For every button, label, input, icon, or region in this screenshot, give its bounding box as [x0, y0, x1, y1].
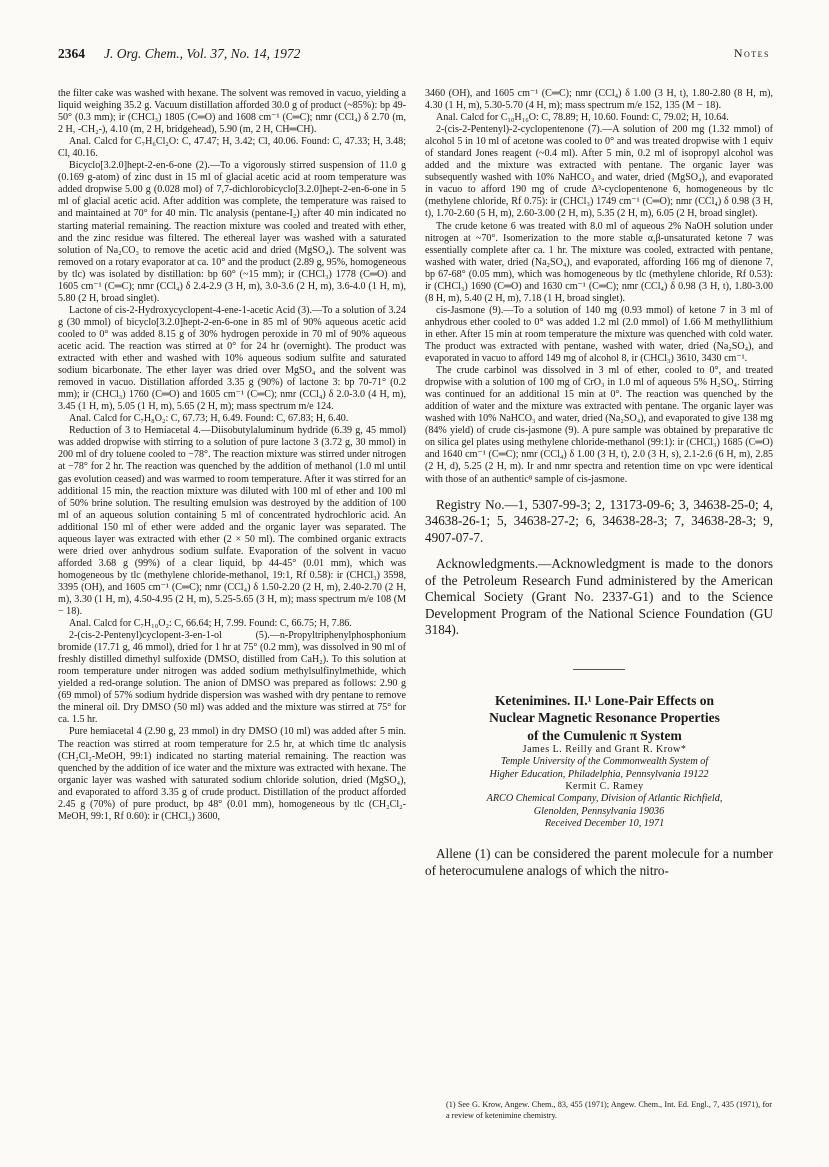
journal-reference: J. Org. Chem., Vol. 37, No. 14, 1972 — [104, 46, 301, 61]
paragraph: The crude ketone 6 was treated with 8.0 ml of aqueous 2% NaOH solution under nitrogen at ~70°. Isomerization to the more stable α,β-unsaturated ketone 7 was essentially complete after ca. 1 hr. The mixture was cooled, extracted with pentane, washed with water, dried (Na₂SO₄), and evaporated, affording 166 mg of dienone 7, bp 67-68° (0.05 mm), which was homogeneous by tlc (methylene chloride, Rf 0.53): ir (CHCl₃) 1690 (C═O) and 1630 cm⁻¹ (C═C); nmr (CCl₄) δ 0.98 (3 H, t), 1.80-3.00 (8 H, m), 5.40 (2 H, m), 7.18 (1 H, broad singlet). — [425, 220, 773, 304]
paragraph: Anal. Calcd for C₇H₁₀O₂: C, 66.64; H, 7.99. Found: C, 66.75; H, 7.86. — [69, 618, 352, 630]
paragraph: Anal. Calcd for C₇H₆Cl₂O: C, 47.47; H, 3.42; Cl, 40.06. Found: C, 47.33; H, 3.48; Cl, 40.16. — [58, 136, 406, 160]
paragraph: Anal. Calcd for C₇H₈O₂: C, 67.73; H, 6.49. Found: C, 67.83; H, 6.40. — [69, 413, 349, 425]
page-number: 2364 — [58, 46, 85, 61]
acknowledgments: Acknowledgments.—Acknowledgment is made to the donors of the Petroleum Research Fund administered by the American Chemical Society (Grant No. 2337-G1) and to the Science Development Program of the National Science Foundation (GU 3184). — [425, 556, 773, 638]
paragraph: Anal. Calcd for C₁₀H₁₆O: C, 78.89; H, 10.60. Found: C, 79.02; H, 10.64. — [436, 112, 729, 124]
section-label: Notes — [733, 46, 770, 60]
affiliation — [425, 793, 773, 818]
affiliation — [425, 756, 773, 781]
registry-numbers: Registry No.—1, 5307-99-3; 2, 13173-09-6; 3, 34638-25-0; 4, 34638-26-1; 5, 34638-27-2; 6, 34638-28-3; 7, 34638-28-3; 9, 4907-07-7. — [425, 496, 773, 545]
left-column — [58, 88, 406, 823]
paragraph: Lactone of cis-2-Hydroxycyclopent-4-ene-1-acetic Acid (3).—To a solution of 3.24 g (30 mmol) of bicyclo[3.2.0]hept-2-en-6-one in 85 ml of 90% aqueous acetic acid cooled to 0° was added 8.15 g of 30% hydrogen peroxide in 70 ml of 90% aqueous acetic acid. The reaction was stirred at 0° for 24 hr (overnight). The product was extracted with ether and washed with 10% aqueous sodium sulfite and saturated sodium bicarbonate. The ether layer was dried over MgSO₄ and the solvent was removed in vacuo. Distillation afforded 3.35 g (90%) of lactone 3: bp 70-71° (0.2 mm); ir (CHCl₃) 1760 (C═O) and 1605 cm⁻¹ (C═C); nmr (CCl₄) δ 2.0-3.0 (4 H, m), 3.45 (1 H, m), 5.05 (1 H, m), 5.65 (2 H, m); mass spectrum m/e 124. — [58, 304, 406, 413]
affiliation-line: Higher Education, Philadelphia, Pennsylvania 19122 — [489, 768, 709, 780]
paragraph: Reduction of 3 to Hemiacetal 4.—Diisobutylaluminum hydride (6.39 g, 45 mmol) was added dropwise with stirring to a solution of pure lactone 3 (3.72 g, 30 mmol) in 200 ml of dry toluene cooled to −78°. The reaction mixture was stirred under nitrogen at −78° for 2 hr. The reaction was quenched by the addition of methanol (1.0 ml until gas evolution ceased) and was warmed to room temperature. After it was stirred for an additional 15 min, the reaction mixture was diluted with 100 ml of ether and 100 ml of 50% brine solution. The resulting emulsion was destroyed by the addition of 100 ml of an aqueous solution containing 5 ml of concentrated hydrochloric acid. An additional 150 ml of ether were added and the organic layer was separated. The aqueous layer was extracted with ether (2 × 50 ml). The combined organic extracts were dried over anhydrous sodium sulfate. Evaporation of the solvent in vacuo afforded 3.68 g (99%) of a clear liquid, bp 44-45° (0.01 mm), which was homogeneous by tlc (methylene chloride-methanol, 19:1, Rf 0.58): ir (CHCl₃) 3598, 3395 (OH), and 1605 cm⁻¹ (C═C); nmr (CCl₄) δ 1.50-2.20 (2 H, m), 2.40-2.70 (2 H, m), 3.30 (1 H, m), 4.50-4.95 (2 H, m), 5.25-5.65 (3 H, m); mass spectrum m/e 108 (M − 18). — [58, 425, 406, 618]
intro-paragraph: Allene (1) can be considered the parent molecule for a number of heterocumulene analogs of which the nitro- — [425, 846, 773, 878]
authors: Kermit C. Ramey — [565, 781, 644, 793]
section-divider — [573, 669, 625, 670]
paragraph: the filter cake was washed with hexane. The solvent was removed in vacuo, yielding a liquid weighing 35.2 g. Vacuum distillation afforded 30.0 g of product (~85%): bp 49-50° (0.3 mm); ir (CHCl₃) 1805 (C═O) and 1608 cm⁻¹ (C═C); nmr (CCl₄) δ 2.70 (m, 2 H, -CH₂-), 4.10 (m, 2 H, bridgehead), 5.90 (m, 2 H, CH═CH). — [58, 88, 406, 136]
paragraph: 3460 (OH), and 1605 cm⁻¹ (C═C); nmr (CCl₄) δ 1.00 (3 H, t), 1.80-2.80 (8 H, m), 4.30 (1 H, m), 5.30-5.70 (4 H, m); mass spectrum m/e 152, 135 (M − 18). — [425, 88, 773, 112]
paragraph: cis-Jasmone (9).—To a solution of 140 mg (0.93 mmol) of ketone 7 in 3 ml of anhydrous ether cooled to 0° was added 1.2 ml (2.0 mmol) of 1.66 M methyllithium in ether. After 15 min at room temperature the mixture was quenched with cold water. The product was extracted with pentane, washed with water, dried (Na₂SO₄), and evaporated in vacuo to afford 149 mg of alcohol 8, ir (CHCl₃) 3610, 3430 cm⁻¹. — [425, 304, 773, 365]
paragraph: Pure hemiacetal 4 (2.90 g, 23 mmol) in dry DMSO (10 ml) was added after 5 min. The reaction was stirred at room temperature for 2.5 hr, at which time tlc analysis (CH₂Cl₂-MeOH, 99:1) indicated no starting material remaining. The reaction was quenched by the addition of ice water and the mixture was extracted with hexane. The organic layer was washed with saturated sodium chloride solution, dried (MgSO₄), and evaporated to afford 3.35 g of crude product. Distillation of the product afforded 2.45 g (70%) of pure product, bp 48° (0.01 mm), homogeneous by tlc (CH₂Cl₂-MeOH, 99:1, Rf 0.60): ir (CHCl₃) 3600, — [58, 726, 406, 822]
paragraph: The crude carbinol was dissolved in 3 ml of ether, cooled to 0°, and treated dropwise with a solution of 100 mg of CrO₃ in 1.0 ml of aqueous 5% H₂SO₄. Stirring was continued for an additional 15 min at 0°. The reaction was quenched by the addition of water and the mixture was extracted with pentane. The organic layer was washed with 10% NaHCO₃ and water, dried (Na₂SO₄), and evaporated to give 138 mg (84% yield) of crude cis-jasmone (9). A pure sample was obtained by preparative tlc on silica gel plates using methylene chloride-methanol (99:1): ir (CHCl₃) 1685 (C═O) and 1640 cm⁻¹ (C═C); nmr (CCl₄) δ 1.00 (3 H, t), 2.0 (3 H, s), 2.1-2.6 (6 H, m), 2.85 (2 H, d), 5.25 (2 H, m). Ir and nmr spectra and retention time on vpc were identical with those of an authentic⁸ sample of cis-jasmone. — [425, 365, 773, 485]
received-date: Received December 10, 1971 — [544, 818, 665, 830]
article-title-line: Ketenimines. II.¹ Lone-Pair Effects on — [494, 692, 715, 708]
affiliation-line: Glenolden, Pennsylvania 19036 — [533, 805, 665, 817]
article-title-line: of the Cumulenic π System — [527, 727, 682, 743]
paragraph: Bicyclo[3.2.0]hept-2-en-6-one (2).—To a vigorously stirred suspension of 11.0 g (0.169 g-atom) of zinc dust in 15 ml of glacial acetic acid at room temperature was added dropwise 5.00 g (0.028 mol) of 7,7-dichlorobicyclo[3.2.0]hept-2-en-6-one in 5 ml of glacial acetic acid. After addition was complete, the temperature was raised to and maintained at 70° for 40 min. Tlc analysis (pentane-I₂) after 40 min indicated no starting material remaining. The reaction mixture was cooled and treated with ether, and the zinc residue was filtered. The ethereal layer was washed with a saturated solution of Na₂CO₃ to remove the acetic acid and dried (MgSO₄). The solvent was removed on a rotary evaporator at ca. 10° and the product (2.89 g, 95%, homogeneous by tlc) was isolated by distillation: bp 60° (~15 mm); ir (CHCl₃) 1778 (C═O) and 1605 cm⁻¹ (C═C); nmr (CCl₄) δ 2.4-2.9 (3 H, m), 3.0-3.6 (2 H, m), 3.6-4.0 (1 H, m), 5.80 (2 H, broad singlet). — [58, 160, 406, 304]
paragraph: 2-(cis-2-Pentenyl)cyclopent-3-en-1-ol (5).—n-Propyltriphenylphosphonium bromide (17.71 g, 46 mmol), dried for 1 hr at 75° (0.2 mm), was dissolved in 90 ml of freshly distilled dimethyl sulfoxide (DMSO, distilled from CaH₂). To this solution at room temperature under nitrogen was added sodium methylsulfinylmethide, which yielded a red-orange solution. The anion of DMSO was prepared as follows: 2.90 g (69 mmol) of 57% sodium hydride dispersion was washed with dry pentane to remove the mineral oil. Dry DMSO (50 ml) was added and the mixture was stirred at 75° for ca. 1.5 hr. — [58, 630, 406, 726]
affiliation-line: ARCO Chemical Company, Division of Atlantic Richfield, — [486, 793, 723, 805]
paragraph: 2-(cis-2-Pentenyl)-2-cyclopentenone (7).—A solution of 200 mg (1.32 mmol) of alcohol 5 in 10 ml of acetone was cooled to 0° and was treated dropwise with 1 equiv of standard Jones reagent (~0.4 ml). After 5 min, 0.2 ml of isopropyl alcohol was added and the mixture was extracted with pentane. The organic layer was subsequently washed with 10% NaHCO₃ and water, dried (MgSO₄), and evaporated in vacuo to afford 190 mg of crude Δ³-cyclopentenone 6, homogeneous by tlc (methylene chloride, Rf 0.75): ir (CHCl₃) 1749 cm⁻¹ (C═O); nmr (CCl₄) δ 0.98 (3 H, t), 1.70-2.60 (5 H, m), 2.60-3.00 (2 H, m), 5.35 (2 H, m), 6.05 (2 H, broad singlet). — [425, 124, 773, 220]
article-title-line: Nuclear Magnetic Resonance Properties — [489, 710, 720, 726]
page-header — [58, 46, 770, 66]
authors: James L. Reilly and Grant R. Krow* — [522, 744, 687, 756]
right-column — [425, 88, 773, 879]
affiliation-line: Temple University of the Commonwealth System of — [500, 756, 709, 768]
footnote: (1) See G. Krow, Angew. Chem., 83, 455 (1971); Angew. Chem., Int. Ed. Engl., 7, 435 (1971), for a review of ketenimine chemistry. — [446, 1100, 772, 1120]
